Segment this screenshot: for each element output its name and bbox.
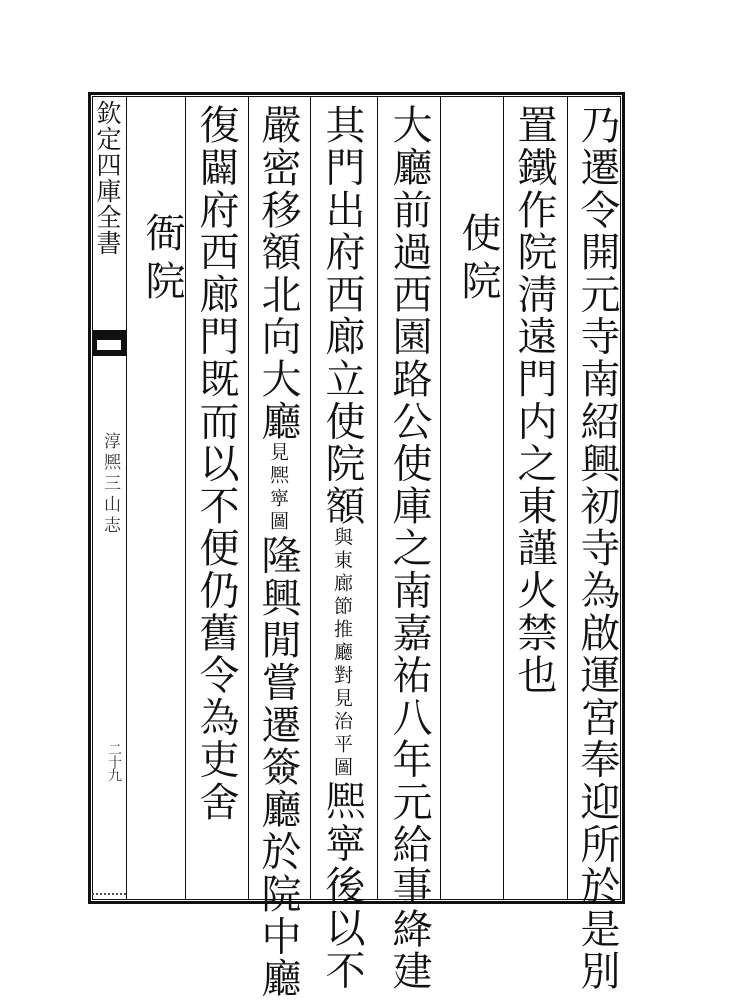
text-column-2: 置鐵作院淸遠門内之東謹火禁也 (511, 104, 557, 697)
column-divider (248, 96, 249, 900)
book-title: 淳熈三山志 (100, 432, 120, 537)
margin-bottom-dots (92, 893, 126, 900)
fish-tail-notch (97, 340, 121, 350)
series-title: 欽定四庫全書 (93, 100, 122, 256)
column-5-text-b: 熈寜後以不 (319, 780, 365, 992)
column-6-note (256, 442, 300, 534)
column-divider (567, 96, 568, 900)
section-heading-yayuan: 衙院 (139, 212, 185, 308)
text-column-6 (256, 104, 300, 1000)
column-divider (440, 96, 441, 900)
page-number: 二十九 (106, 742, 122, 781)
column-6-note-right: 見熈 (267, 442, 289, 489)
column-divider (377, 96, 378, 900)
column-5-note (320, 527, 364, 780)
column-5-note-left: 對見治平圖 (331, 665, 353, 780)
column-5-text-a: 其門出府西廊立使院額 (319, 104, 365, 527)
fish-tail-line (92, 352, 126, 356)
text-column-7: 復闢府西廊門既而以不便仍舊令為吏舍 (193, 104, 239, 824)
column-6-text-a: 嚴密移額北向大廳 (255, 104, 301, 443)
column-6-text-b: 隆興閒嘗遷簽廳於院中廳 (255, 534, 301, 1000)
column-5-note-right: 與東廊節推廳 (331, 527, 353, 665)
section-heading-shiyuan: 使院 (455, 212, 501, 308)
column-divider (310, 96, 311, 900)
margin-divider (126, 96, 127, 900)
text-column-1: 乃遷令開元寺南紹興初寺為啟運宮奉迎所於是別 (574, 104, 620, 993)
text-column-4: 大廳前過西園路公使庫之南嘉祐八年元給事絳建 (386, 104, 432, 993)
text-column-5 (320, 104, 364, 992)
column-6-note-left: 寜圖 (267, 488, 289, 535)
